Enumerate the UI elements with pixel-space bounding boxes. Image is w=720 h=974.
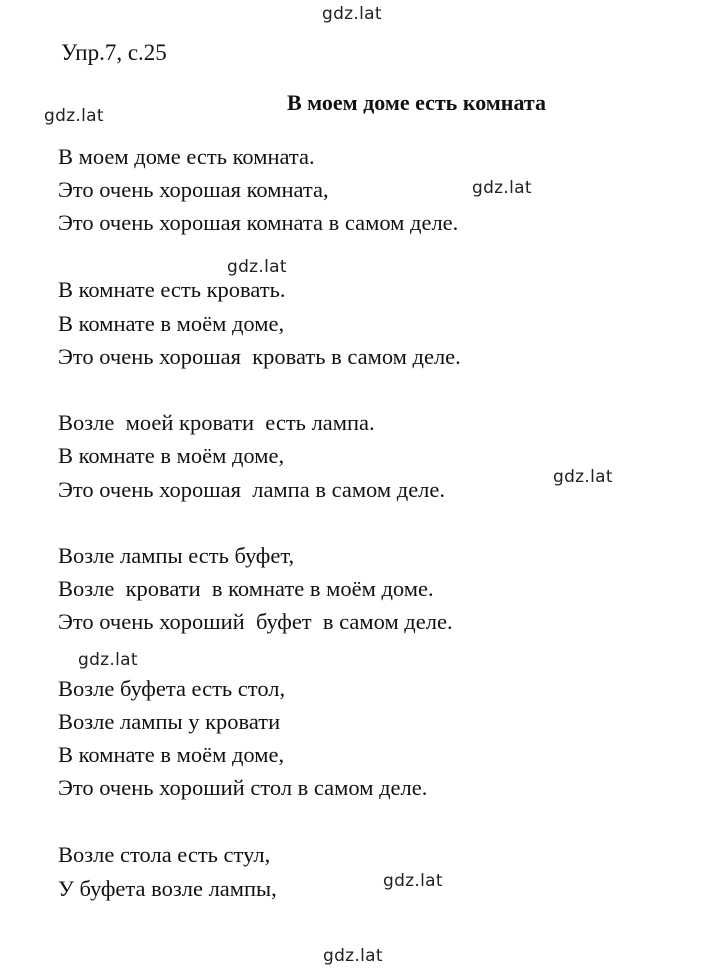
watermark: gdz.lat bbox=[44, 106, 104, 126]
poem-line: Возле моей кровати есть лампа. bbox=[58, 410, 375, 435]
watermark-top: gdz.lat bbox=[322, 4, 382, 24]
poem-line: В комнате в моём доме, bbox=[58, 443, 285, 468]
poem-line: Это очень хороший буфет в самом деле. bbox=[58, 609, 453, 634]
poem-line: Возле буфета есть стол, bbox=[58, 676, 286, 701]
poem-line: Это очень хорошая комната, bbox=[58, 177, 329, 202]
watermark: gdz.lat bbox=[227, 257, 287, 277]
poem-title: В моем доме есть комната bbox=[287, 90, 546, 115]
poem-line: В комнате есть кровать. bbox=[58, 277, 286, 302]
poem-line: В комнате в моём доме, bbox=[58, 742, 285, 767]
poem-line: В моем доме есть комната. bbox=[58, 144, 315, 169]
watermark: gdz.lat bbox=[78, 650, 138, 670]
poem-line: Это очень хорошая кровать в самом деле. bbox=[58, 344, 461, 369]
watermark: gdz.lat bbox=[383, 871, 443, 891]
poem-line: Возле лампы у кровати bbox=[58, 709, 281, 734]
exercise-reference: Упр.7, с.25 bbox=[61, 40, 167, 65]
watermark: gdz.lat bbox=[553, 467, 613, 487]
poem-line: Это очень хороший стол в самом деле. bbox=[58, 775, 428, 800]
watermark: gdz.lat bbox=[472, 178, 532, 198]
poem-line: Это очень хорошая комната в самом деле. bbox=[58, 210, 459, 235]
watermark-bottom: gdz.lat bbox=[323, 946, 383, 966]
poem-line: Возле стола есть стул, bbox=[58, 842, 271, 867]
poem-line: В комнате в моём доме, bbox=[58, 311, 285, 336]
poem-line: У буфета возле лампы, bbox=[58, 876, 277, 901]
poem-line: Возле лампы есть буфет, bbox=[58, 543, 295, 568]
poem-line: Возле кровати в комнате в моём доме. bbox=[58, 576, 434, 601]
poem-line: Это очень хорошая лампа в самом деле. bbox=[58, 477, 446, 502]
